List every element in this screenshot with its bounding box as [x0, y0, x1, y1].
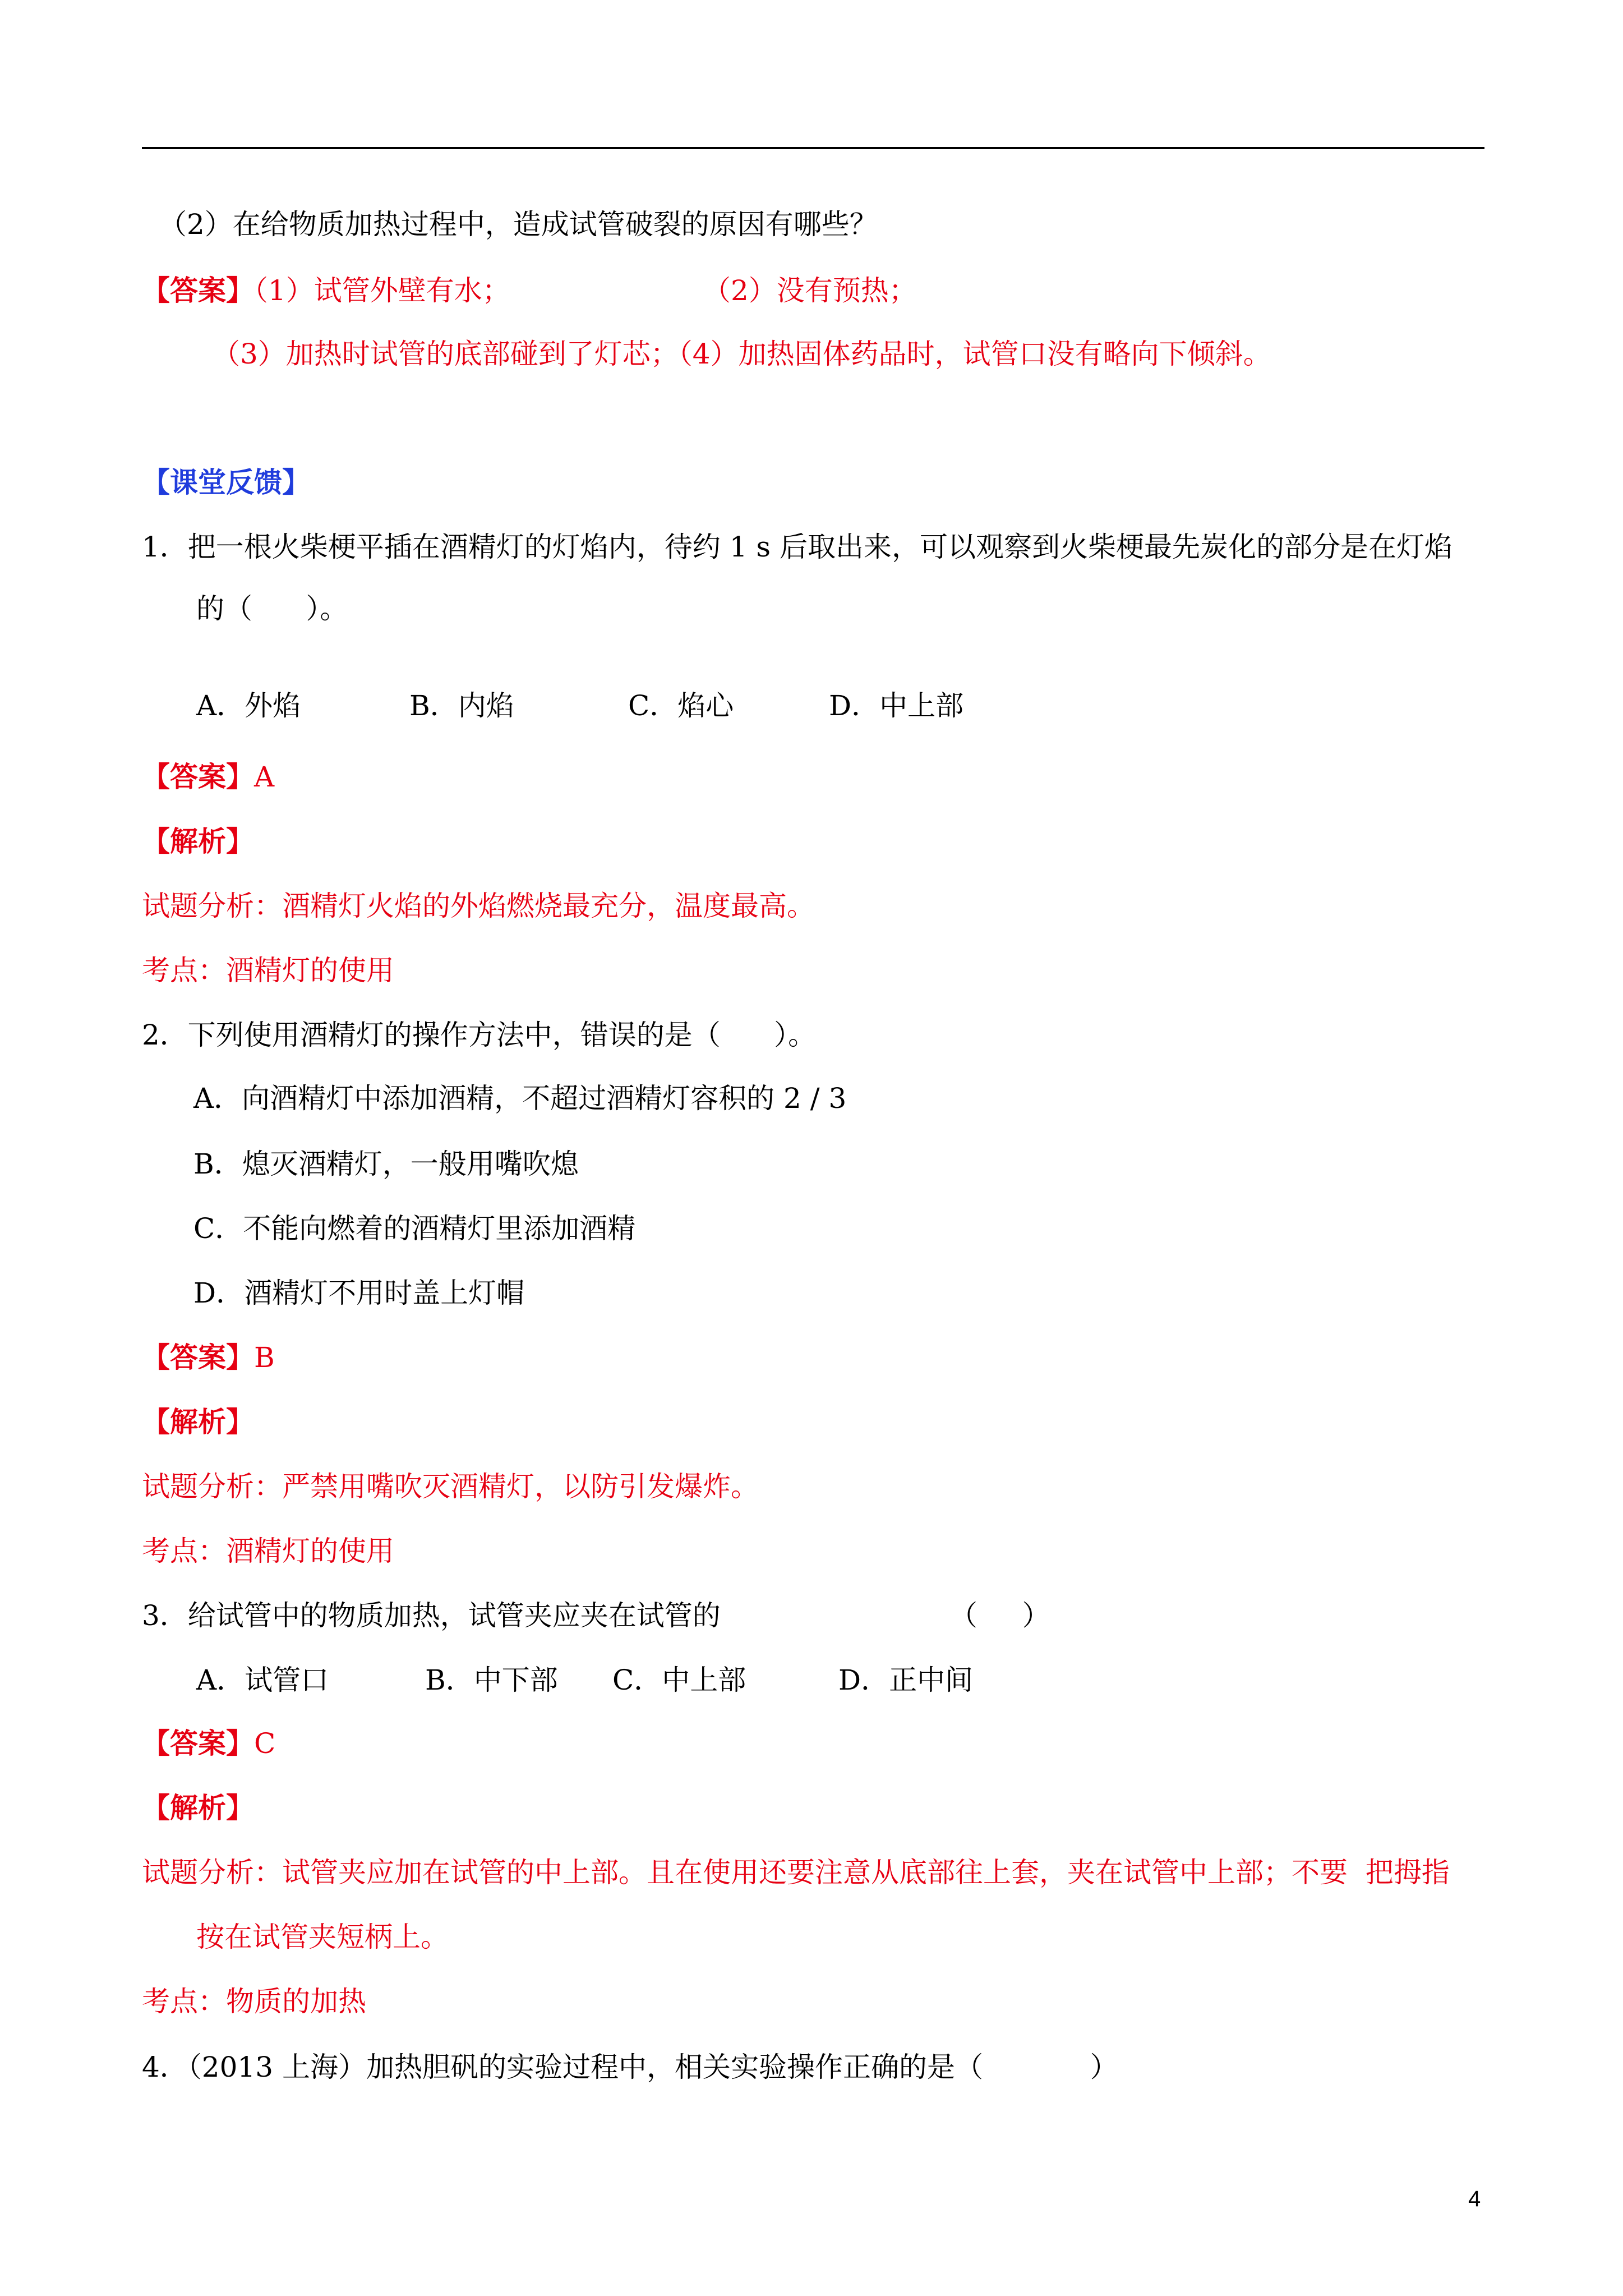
- section-title: 【课堂反馈】: [142, 466, 310, 499]
- q3-answer-value: C: [254, 1727, 276, 1760]
- q3-point: 考点：物质的加热: [142, 1985, 366, 2018]
- q3-answer-label: 【答案】: [142, 1727, 254, 1760]
- header-rule: [142, 147, 1484, 149]
- prev-answer-2: （2）没有预热；: [703, 274, 917, 307]
- q2-point: 考点：酒精灯的使用: [142, 1535, 394, 1567]
- prev-answer-line-1: [142, 274, 510, 307]
- q2-answer: [142, 1341, 275, 1374]
- q1-option-a: A．外焰: [196, 689, 301, 722]
- q3-analysis-label: 【解析】: [142, 1791, 254, 1824]
- q2-option-c: C．不能向燃着的酒精灯里添加酒精: [193, 1212, 636, 1245]
- prev-answer-1: （1）试管外壁有水；: [254, 274, 510, 307]
- q3-analysis-line-1: 试题分析：试管夹应加在试管的中上部。且在使用还要注意从底部往上套，夹在试管中上部；不要 把拇指: [142, 1856, 1450, 1889]
- q3-analysis-line-2: 按在试管夹短柄上。: [196, 1921, 449, 1953]
- q2-analysis: 试题分析：严禁用嘴吹灭酒精灯，以防引发爆炸。: [142, 1470, 759, 1503]
- q1-answer-label: 【答案】: [142, 760, 254, 793]
- q1-option-b: B．内焰: [409, 689, 514, 722]
- q3-stem-paren: （ ）: [949, 1599, 1050, 1632]
- q2-option-a: A．向酒精灯中添加酒精，不超过酒精灯容积的 2 / 3: [193, 1082, 847, 1115]
- q3-stem: 3．给试管中的物质加热，试管夹应夹在试管的: [142, 1599, 721, 1632]
- q1-point: 考点：酒精灯的使用: [142, 954, 394, 987]
- q1-analysis: 试题分析：酒精灯火焰的外焰燃烧最充分，温度最高。: [142, 890, 815, 922]
- q1-stem-line-1: 1．把一根火柴梗平插在酒精灯的灯焰内，待约 1 s 后取出来，可以观察到火柴梗最先炭化的部分是在灯焰: [142, 531, 1453, 563]
- q2-option-b: B．熄灭酒精灯，一般用嘴吹熄: [193, 1148, 579, 1180]
- q1-answer-value: A: [254, 761, 275, 793]
- q3-option-b: B．中下部: [425, 1664, 558, 1696]
- q3-option-a: A．试管口: [196, 1664, 329, 1696]
- q1-stem-line-2: 的（ ）。: [196, 592, 348, 625]
- q1-option-c: C．焰心: [628, 689, 734, 722]
- q4-stem: 4．（2013 上海）加热胆矾的实验过程中，相关实验操作正确的是（ ）: [142, 2051, 1118, 2083]
- q2-analysis-label: 【解析】: [142, 1405, 254, 1438]
- answer-label: 【答案】: [142, 274, 254, 307]
- q3-option-c: C．中上部: [612, 1664, 746, 1696]
- q1-analysis-label: 【解析】: [142, 825, 254, 858]
- q2-answer-value: B: [254, 1341, 275, 1374]
- q1-option-d: D．中上部: [829, 689, 964, 722]
- prev-question-2: （2）在给物质加热过程中，造成试管破裂的原因有哪些？: [159, 208, 878, 241]
- q2-stem: 2．下列使用酒精灯的操作方法中，错误的是（ ）。: [142, 1019, 817, 1051]
- page-number: 4: [1468, 2187, 1481, 2211]
- q3-option-d: D．正中间: [838, 1664, 974, 1696]
- q1-answer: [142, 760, 274, 794]
- q2-option-d: D．酒精灯不用时盖上灯帽: [193, 1277, 525, 1309]
- q3-answer: [142, 1727, 275, 1760]
- prev-answer-3: （3）加热时试管的底部碰到了灯芯；（4）加热固体药品时，试管口没有略向下倾斜。: [212, 338, 1271, 370]
- q2-answer-label: 【答案】: [142, 1341, 254, 1374]
